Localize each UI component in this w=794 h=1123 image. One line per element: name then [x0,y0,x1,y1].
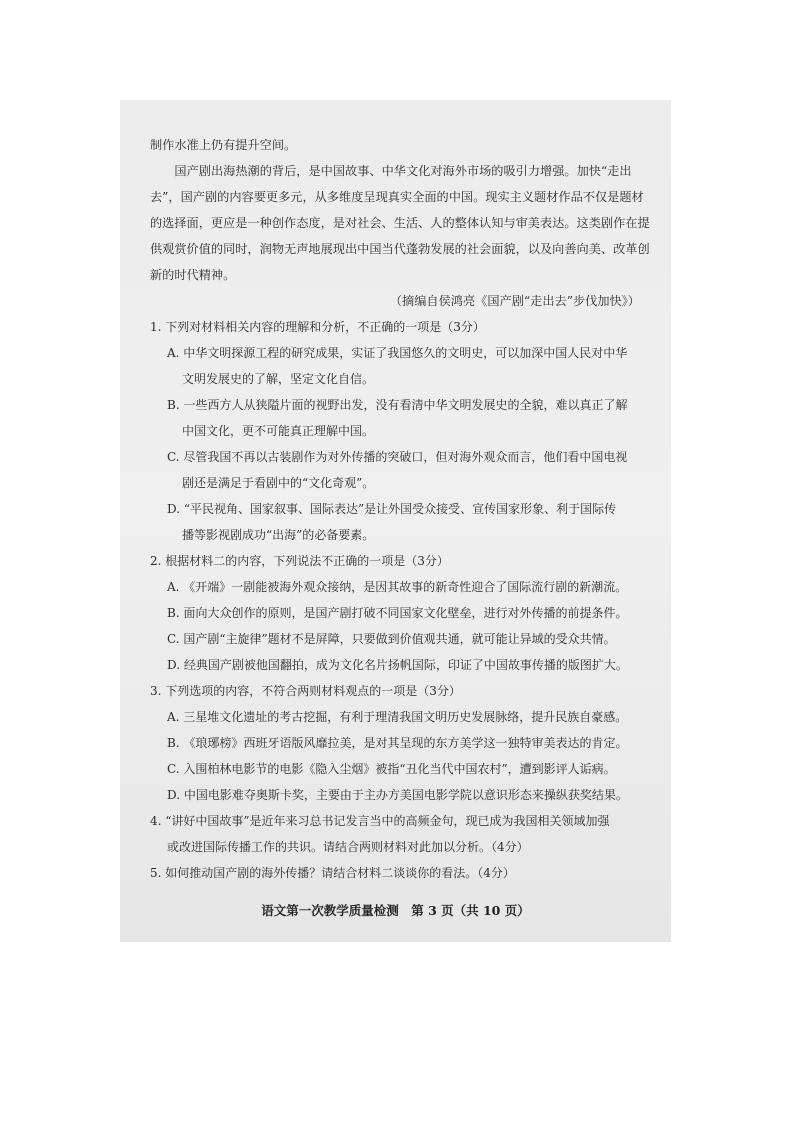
question-2-option-a: A. 《开端》一剧能被海外观众接纳，是因其故事的新奇性迎合了国际流行剧的新潮流。 [167,580,628,594]
question-1-stem: 1. 下列对材料相关内容的理解和分析，不正确的一项是（3分） [150,320,485,334]
question-1-option-c: C. 尽管我国不再以古装剧作为对外传播的突破口，但对海外观众而言，他们看中国电视 剧还是满足于看剧中的“文化奇观”。 [167,450,628,490]
scanned-page-photo [120,100,671,942]
question-1-option-d: D. “平民视角、国家叙事、国际表达”是让外国受众接受、宣传国家形象、利于国际传 播等影视剧成功“出海”的必备要素。 [167,502,617,542]
question-4: 4. “讲好中国故事”是近年来习总书记发言当中的高频金句，现已成为我国相关领域加强 或改进国际传播工作的共识。请结合两则材料对此加以分析。（4分） [150,814,610,854]
question-2-option-b: B. 面向大众创作的原则，是国产剧打破不同国家文化壁垒，进行对外传播的前提条件。 [167,606,628,620]
page-footer: 语文第一次教学质量检测 第 3 页（共 10 页） [261,903,530,918]
question-2-option-c: C. 国产剧“主旋律”题材不是屏障，只要做到价值观共通，就可能让异域的受众共情。 [167,632,616,646]
question-3-stem: 3. 下列选项的内容，不符合两则材料观点的一项是（3分） [150,684,461,698]
passage-paragraph: 国产剧出海热潮的背后，是中国故事、中华文化对海外市场的吸引力增强。加快“走出去”，国产剧的内容要更多元，从多维度呈现真实全面的中国。现实主义题材作品不仅是题材的选择面，更应是一种创作态度，是对社会、生活、人的整体认知与审美表达。这类剧作在提供观赏价值的同时，润物无声地展现出中国当代蓬勃发展的社会面貌，以及向善向美、改革创新的时代精神。 [150,164,650,282]
question-3-option-a: A. 三星堆文化遗址的考古挖掘，有利于理清我国文明历史发展脉络，提升民族自豪感。 [167,710,628,724]
question-2-stem: 2. 根据材料二的内容，下列说法不正确的一项是（3分） [150,554,449,568]
passage-source: （摘编自侯鸿亮《国产剧“走出去”步伐加快》） [389,294,640,308]
question-5: 5. 如何推动国产剧的海外传播？请结合材料二谈谈你的看法。（4分） [150,866,515,880]
passage-line-top: 制作水准上仍有提升空间。 [150,138,297,152]
question-1-option-b: B. 一些西方人从狭隘片面的视野出发，没有看清中华文明发展史的全貌，难以真正了解 中国文化，更不可能真正理解中国。 [167,398,628,438]
page-content [150,132,650,886]
question-3-option-b: B. 《琅琊榜》西班牙语版风靡拉美，是对其呈现的东方美学这一独特审美表达的肯定。 [167,736,628,750]
question-2-option-d: D. 经典国产剧被他国翻拍，成为文化名片扬帆国际，印证了中国故事传播的版图扩大。 [167,658,628,672]
question-3-option-d: D. 中国电影难夺奥斯卡奖，主要由于主办方美国电影学院以意识形态来操纵获奖结果。 [167,788,628,802]
question-3-option-c: C. 入围柏林电影节的电影《隐入尘烟》被指“丑化当代中国农村”，遭到影评人诟病。 [167,762,616,776]
question-1-option-a: A. 中华文明探源工程的研究成果，实证了我国悠久的文明史，可以加深中国人民对中华 文明发展史的了解，坚定文化自信。 [167,346,628,386]
